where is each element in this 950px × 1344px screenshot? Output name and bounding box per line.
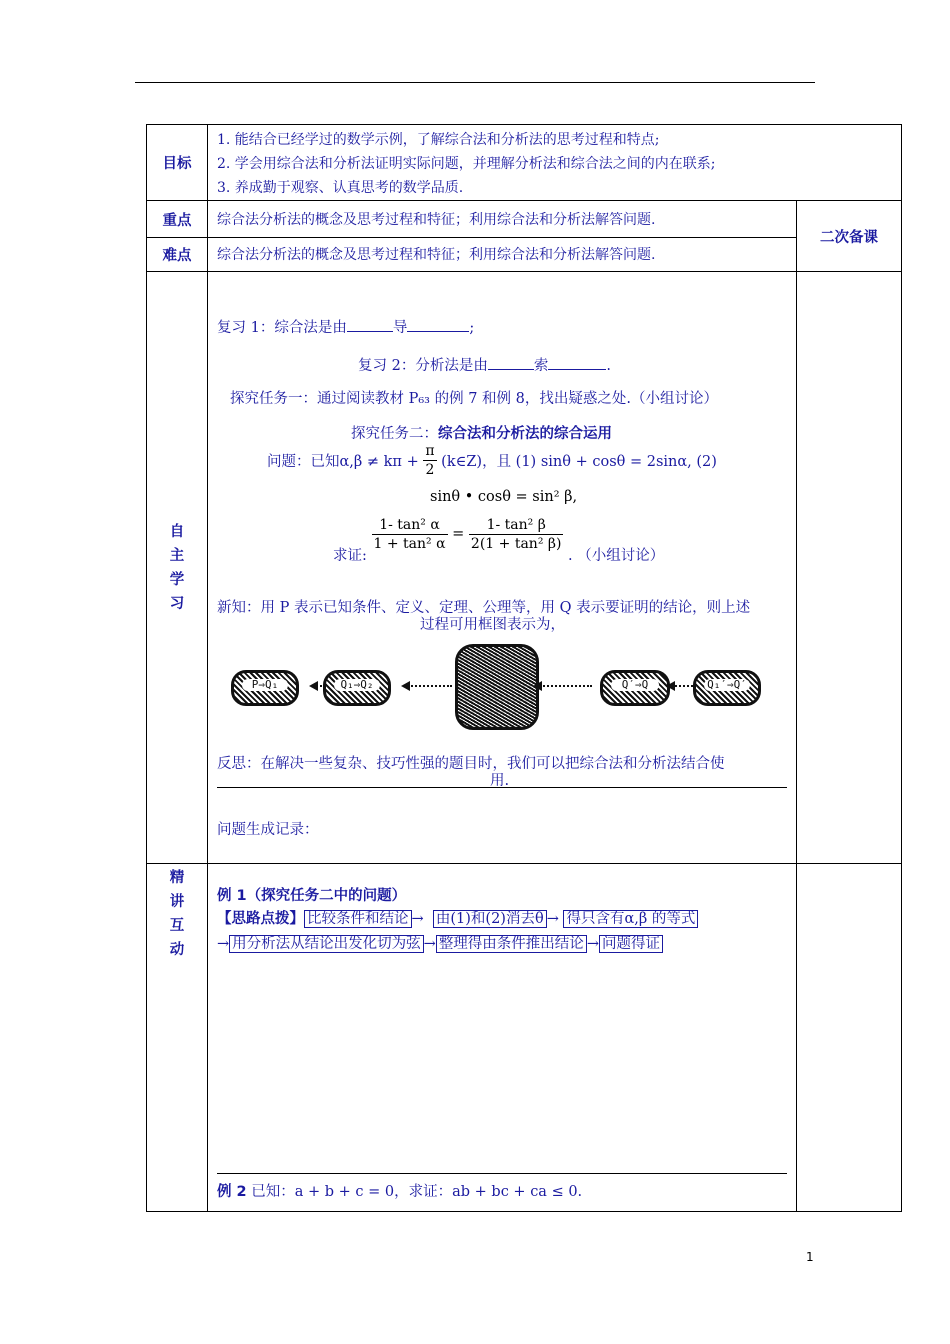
hint-row-1: 【思路点拨】 比较条件和结论 → 由(1)和(2)消去θ → 得只含有α,β 的等式	[217, 907, 698, 928]
task-1: 探究任务一：通过阅读教材 P₆₃ 的例 7 和例 8，找出疑惑之处.（小组讨论）	[230, 391, 718, 407]
page-number: 1	[806, 1250, 814, 1264]
arrow-left-icon	[666, 681, 675, 691]
new-knowledge-2: 过程可用框图表示为，	[420, 617, 565, 633]
goal-label: 目标	[147, 125, 208, 201]
difficult-points: 综合法分析法的概念及思考过程和特征；利用综合法和分析法解答问题.	[208, 238, 797, 272]
problem-statement: 问题：已知α,β ≠ kπ + $\frac{\pi}{2}$ (k∈Z)，且 (1) sinθ + cosθ = 2sinα, (2)	[267, 443, 717, 478]
prove-statement: 求证: $\frac{\text{1- tan² α}}{\text{1 + tan² α}}$ = $\frac{\text{1- tan² β}}{\text{2(1 + tan² β)}}$ . （小组讨论）	[333, 517, 665, 564]
reflection-1: 反思：在解决一些复杂、技巧性强的题目时，我们可以把综合法和分析法结合使	[217, 756, 725, 772]
second-prep-label: 二次备课	[797, 201, 902, 272]
flow-box-1: P⇒Q₁	[231, 670, 299, 706]
self-study-label: 自 主 学 习	[147, 272, 208, 864]
flow-center-box	[455, 644, 539, 730]
arrow-left-icon	[533, 681, 542, 691]
problem-condition-2: sinθ • cosθ = sin² β,	[430, 489, 578, 505]
new-knowledge-1: 新知：用 P 表示已知条件、定义、定理、公理等，用 Q 表示要证明的结论，则上述	[217, 600, 751, 616]
flow-box-2: Q₁⇒Q₂	[323, 670, 391, 706]
difficulty-label: 难点	[147, 238, 208, 272]
interaction-notes	[797, 864, 902, 1212]
interaction-label: 精 讲 互 动	[147, 864, 208, 1212]
goals-cell	[208, 125, 902, 201]
example-2: 例 2 已知：a + b + c = 0，求证：ab + bc + ca ≤ 0.	[217, 1184, 583, 1200]
example-1-title: 例 1（探究任务二中的问题）	[217, 888, 407, 904]
header-rule	[135, 82, 815, 83]
goal-item: 3. 养成勤于观察、认真思考的数学品质.	[217, 180, 464, 196]
review-1: 复习 1：综合法是由 导 ;	[217, 320, 475, 336]
problem-record: 问题生成记录：	[217, 822, 319, 838]
divider	[217, 787, 787, 788]
review-2: 复习 2：分析法是由 索 .	[358, 358, 611, 374]
hint-row-2: → 用分析法从结论出发化切为弦 → 整理得由条件推出结论 → 问题得证	[217, 932, 663, 953]
reflection-2: 用.	[490, 773, 510, 789]
divider	[217, 1173, 787, 1174]
goal-item: 1. 能结合已经学过的数学示例，了解综合法和分析法的思考过程和特点;	[217, 132, 660, 148]
self-study-notes	[797, 272, 902, 864]
key-label: 重点	[147, 201, 208, 238]
flow-box-5: Q₁′⇒Q′	[693, 670, 761, 706]
key-points: 综合法分析法的概念及思考过程和特征；利用综合法和分析法解答问题.	[208, 201, 797, 238]
flow-box-4: Q′⇒Q	[600, 670, 670, 706]
goal-item: 2. 学会用综合法和分析法证明实际问题，并理解分析法和综合法之间的内在联系;	[217, 156, 716, 172]
task-2: 探究任务二：综合法和分析法的综合运用	[351, 426, 612, 442]
